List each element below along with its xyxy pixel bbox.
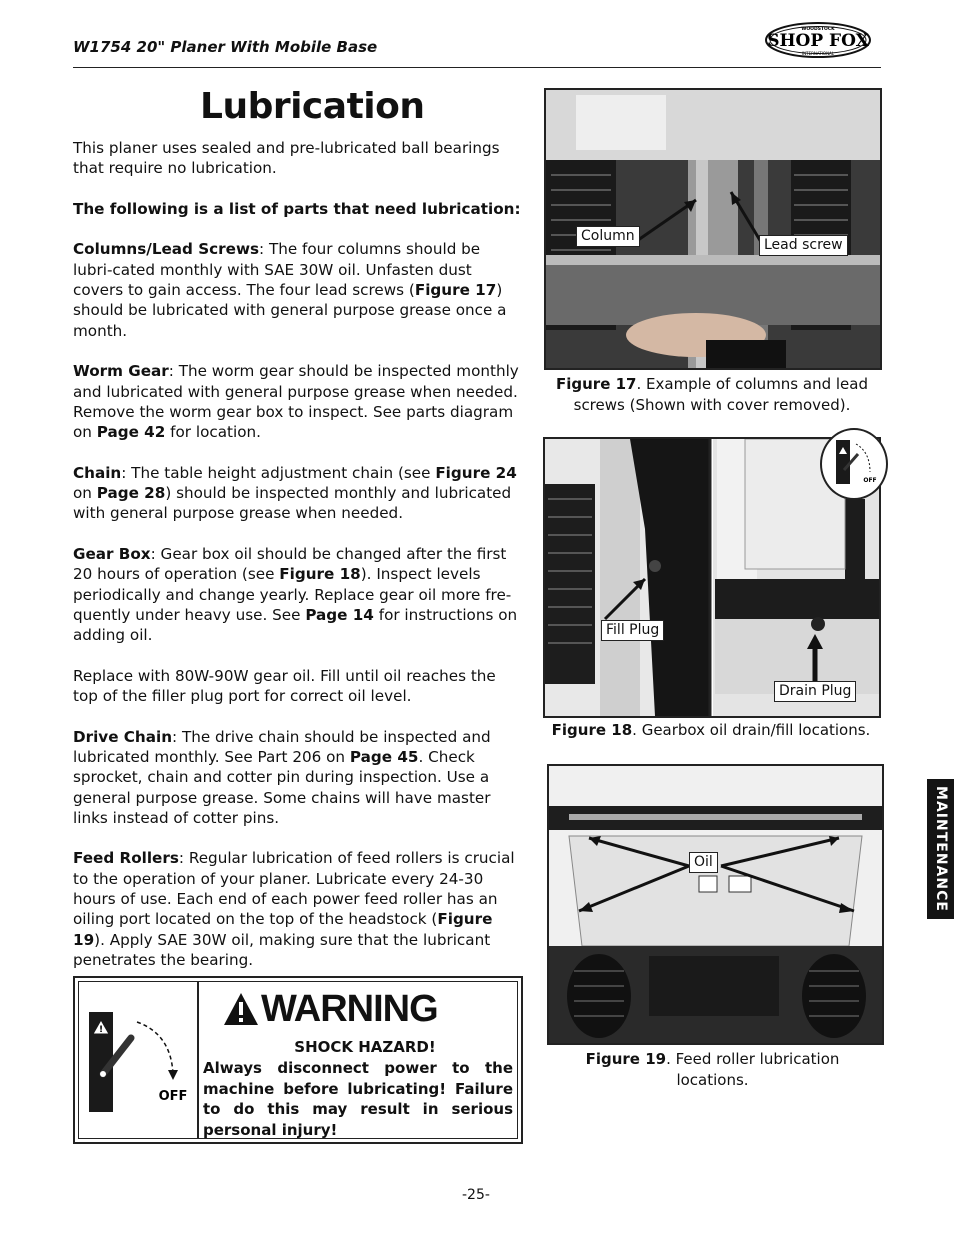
list-heading: The following is a list of parts that need lubrication: [73,199,521,218]
callout-lead-screw: Lead screw [759,235,848,256]
page-number: -25- [462,1187,490,1203]
logo-small-top: WOODSTOCK [801,27,835,32]
drive-chain-label: Drive Chain [73,727,173,746]
warning-subheading: SHOCK HAZARD! [294,1038,436,1056]
chain-label: Chain [73,463,122,482]
figure-18-inset-switch [820,428,888,500]
callout-oil: Oil [689,852,718,873]
logo-small-bottom: INTERNATIONAL [801,51,835,56]
columns-paragraph: Columns/Lead Screws: The four columns should be lubri-cated monthly with SAE 30W oil. Unfasten dust covers to gain access. The four lead screws (Figure 17) should be lubricated with general purpose grease once a month. [73,240,507,340]
warning-icon-cell [79,982,199,1138]
feed-rollers-label: Feed Rollers [73,849,179,868]
figure-18-caption: Figure 18. Gearbox oil drain/fill locations. [551,721,871,739]
figure-19-photo [547,764,884,1045]
svg-text:!: ! [98,1025,104,1035]
warning-box [73,976,523,1144]
warning-off-label: OFF [158,1089,188,1104]
chain-paragraph: Chain: The table height adjustment chain (see Figure 24 on Page 28) should be inspected monthly and lubricated with general purpose grease when needed. [73,463,517,523]
shop-fox-logo [765,22,871,58]
worm-gear-paragraph: Worm Gear: The worm gear should be inspected monthly and lubricated with general purpose grease when needed. Remove the worm gear box to inspect. See parts diagram on Page 42 for location. [73,362,519,442]
page-title: Lubrication [200,86,425,127]
gear-box-paragraph: Gear Box: Gear box oil should be changed after the first 20 hours of operation (see Figure 18). Inspect levels periodically and change yearly. Replace gear oil more fre-quently under heavy use. See Page 14 for instructions on adding oil. [73,544,518,645]
worm-gear-label: Worm Gear [73,362,169,381]
replace-oil-paragraph: Replace with 80W-90W gear oil. Fill until oil reaches the top of the filler plug port for correct oil level. [73,666,496,706]
maintenance-side-tab: MAINTENANCE [927,779,954,919]
callout-drain-plug: Drain Plug [774,681,856,702]
body-text [73,138,523,990]
intro-paragraph: This planer uses sealed and pre-lubricated ball bearings that require no lubrication. [73,139,500,178]
figure-19-caption: Figure 19. Feed roller lubrication locations. [585,1050,840,1089]
header-rule [73,67,881,68]
warning-heading: WARNING [261,988,438,1030]
header-title: W1754 20" Planer With Mobile Base [73,38,378,56]
warning-text: Always disconnect power to the machine before lubricating! Failure to do this may result in serious personal injury! [203,1059,513,1139]
inset-off-label: OFF [863,477,877,484]
gear-box-label: Gear Box [73,544,151,563]
drive-chain-paragraph: Drive Chain: The drive chain should be inspected and lubricated monthly. See Part 206 on Page 45. Check sprocket, chain and cotter pin during inspection. Use a general purpose grease. Some chains will have master links instead of cotter pins. [73,727,491,827]
warning-triangle-icon [223,992,259,1030]
feed-rollers-paragraph: Feed Rollers: Regular lubrication of feed rollers is crucial to the operation of your planer. Lubricate every 24-30 hours of use. Each end of each power feed roller has an oiling port located on the top of the headstock (Figure 19). Apply SAE 30W oil, making sure that the lubricant penetrates the bearing. [73,849,515,969]
columns-label: Columns/Lead Screws [73,240,260,259]
callout-column: Column [576,226,640,247]
shock-hazard-switch-icon [79,982,197,1138]
logo-text: SHOP FOX [767,31,869,51]
figure-17-caption: Figure 17. Example of columns and lead screws (Shown with cover removed). [556,375,868,414]
callout-fill-plug: Fill Plug [601,620,664,641]
